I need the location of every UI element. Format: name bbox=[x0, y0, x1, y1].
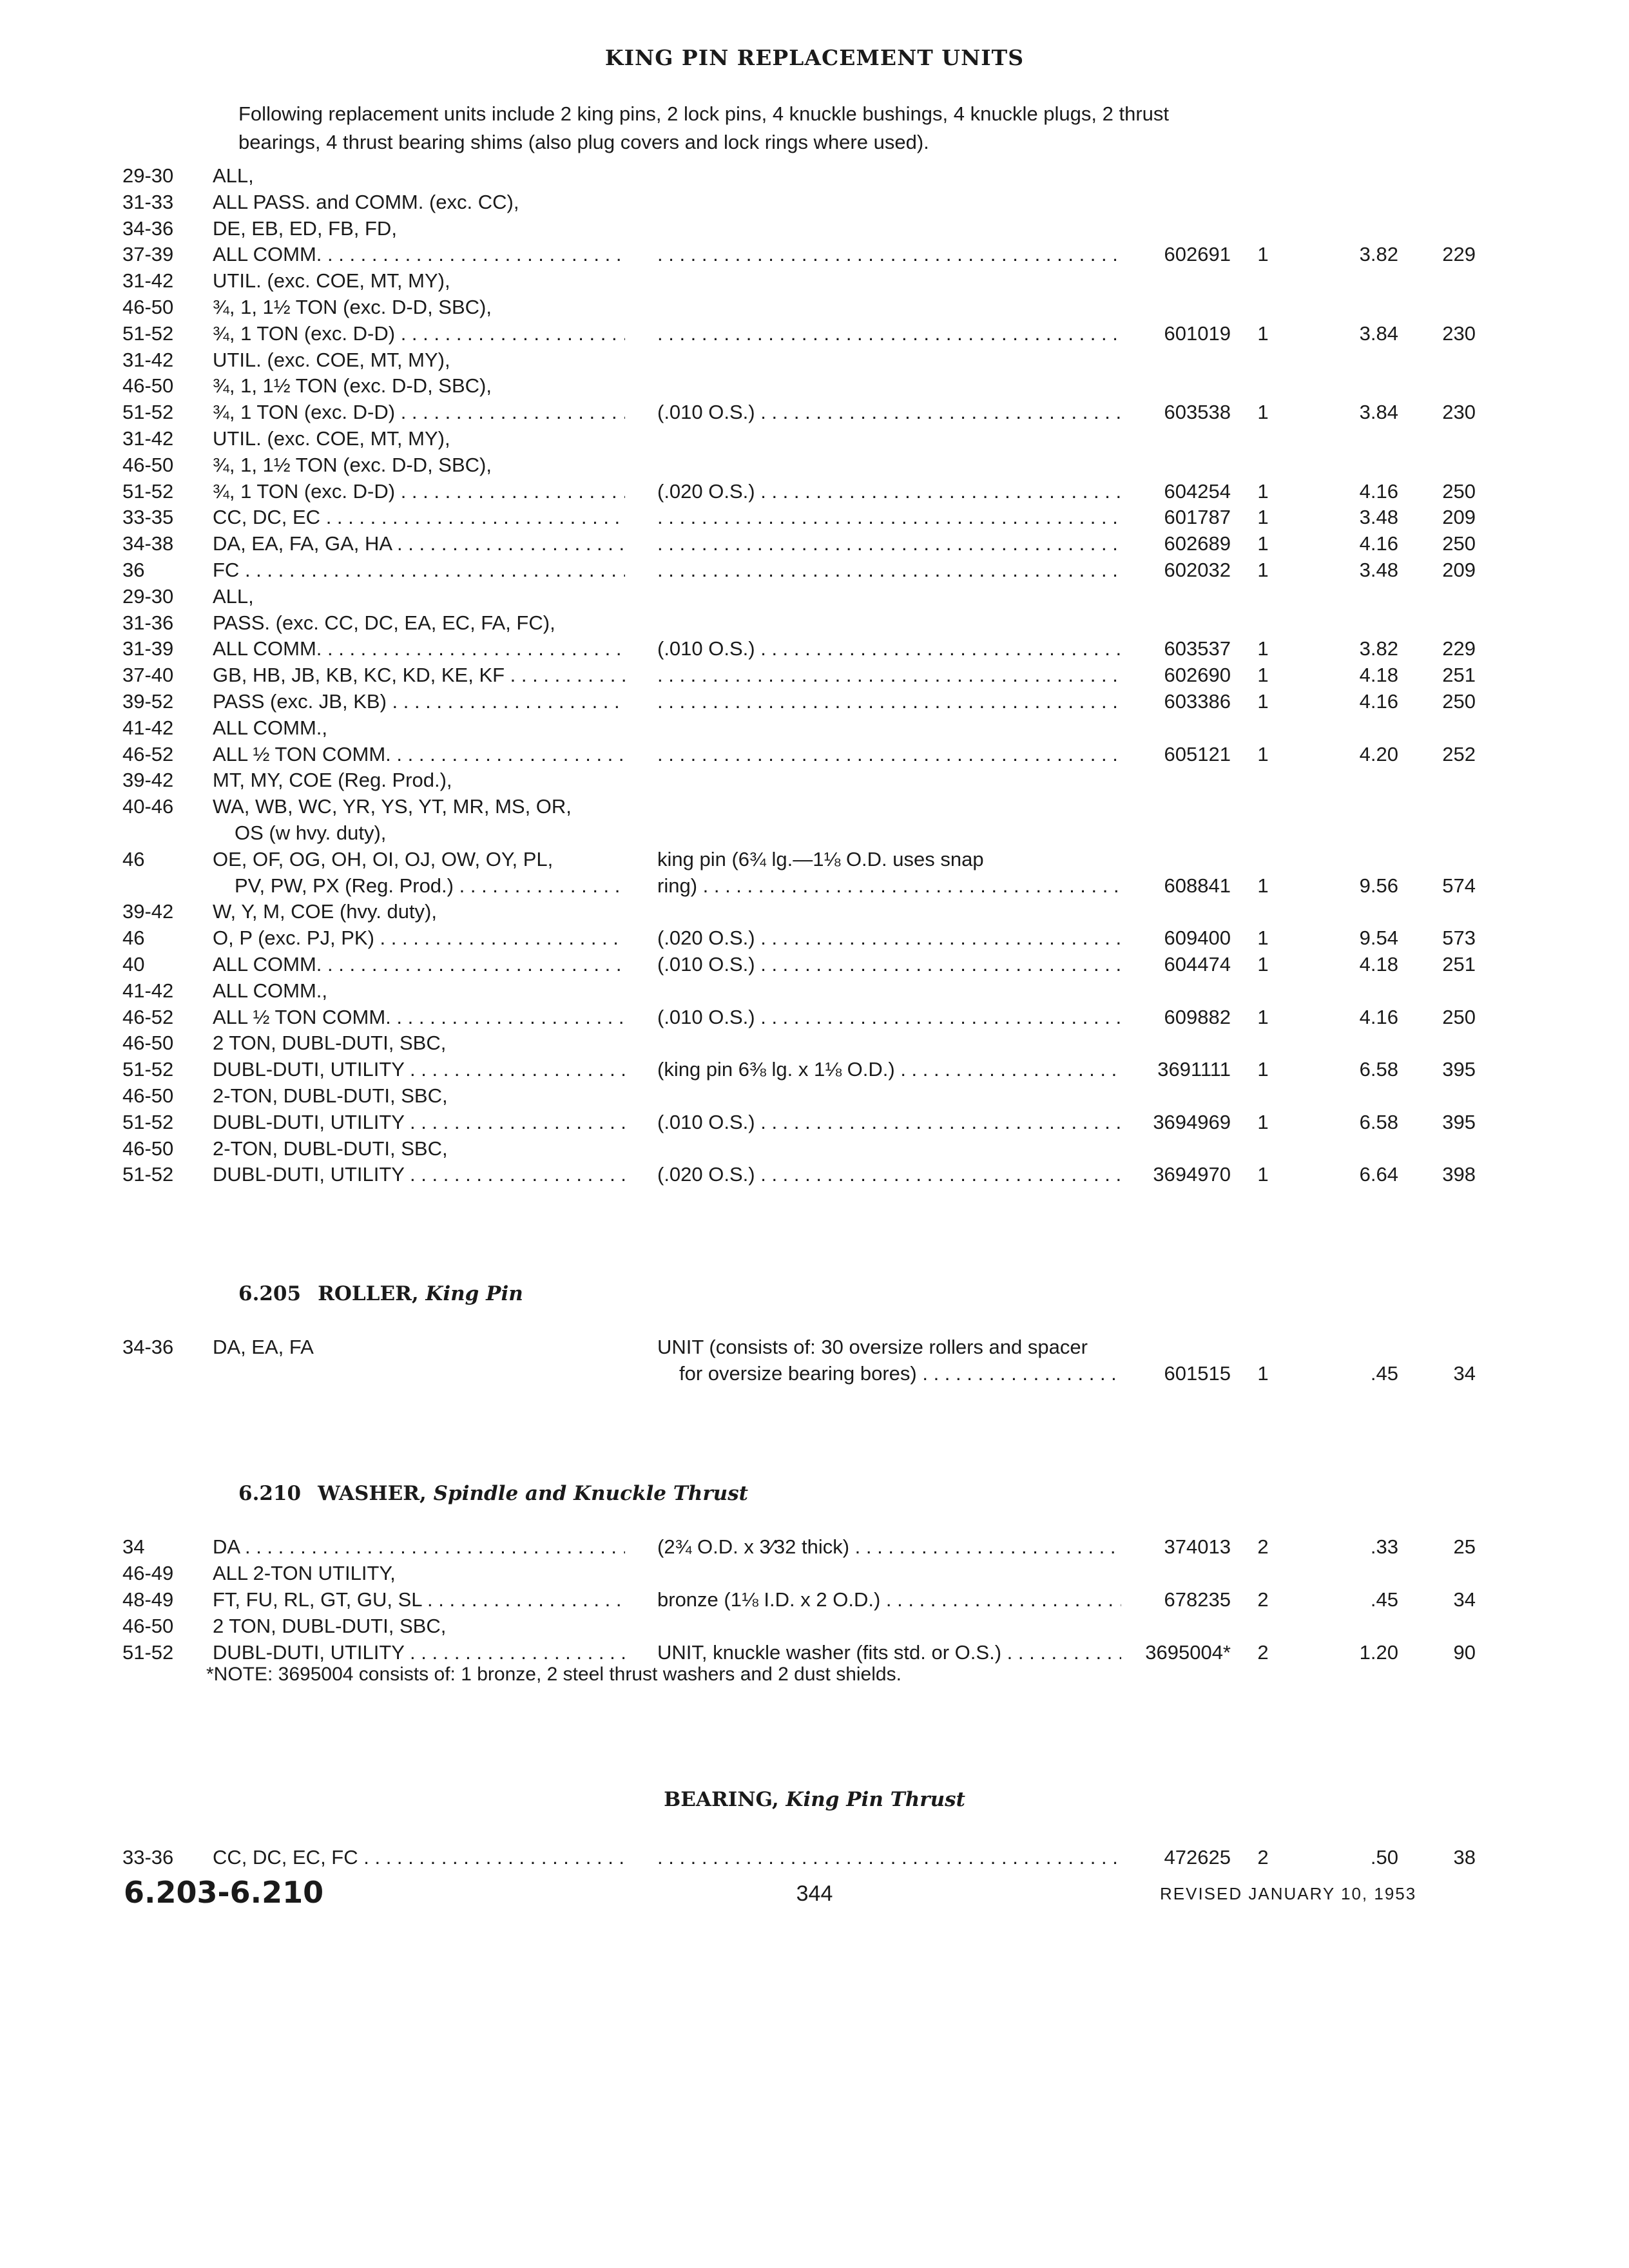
year-cell: 31-42 bbox=[122, 269, 174, 293]
quantity-cell: 1 bbox=[1257, 506, 1269, 529]
table-row bbox=[0, 162, 1629, 189]
code-cell: 395 bbox=[1442, 1058, 1476, 1081]
price-cell: 3.48 bbox=[1359, 559, 1398, 581]
price-cell: 6.58 bbox=[1359, 1110, 1398, 1133]
quantity-cell: 1 bbox=[1257, 1163, 1269, 1186]
description-cell: (.020 O.S.) . . . bbox=[657, 925, 1121, 951]
part-number-cell: 3694969 bbox=[1153, 1110, 1231, 1133]
model-cell: ALL COMM., bbox=[213, 716, 327, 739]
table-row bbox=[0, 399, 1629, 425]
description-cell: UNIT (consists of: 30 oversize rollers and spacer bbox=[657, 1336, 1088, 1358]
year-cell: 36 bbox=[122, 559, 145, 581]
section-title: BEARING, bbox=[664, 1788, 779, 1811]
part-number-cell: 374013 bbox=[1164, 1535, 1231, 1558]
table-row bbox=[0, 1135, 1629, 1162]
table-row bbox=[0, 610, 1629, 636]
table-row bbox=[0, 688, 1629, 715]
code-cell: 90 bbox=[1453, 1641, 1476, 1664]
model-cell: ALL ½ TON COMM. . . . bbox=[213, 741, 625, 767]
model-cell: ALL PASS. and COMM. (exc. CC), bbox=[213, 190, 519, 213]
table-row bbox=[0, 1533, 1629, 1560]
year-cell: 46-50 bbox=[122, 453, 174, 476]
year-cell: 37-40 bbox=[122, 664, 174, 687]
description-cell: (2¾ O.D. x 3⁄32 thick) . . . bbox=[657, 1533, 1121, 1560]
table-row bbox=[0, 793, 1629, 820]
table-row bbox=[0, 1056, 1629, 1082]
part-number-cell: 605121 bbox=[1164, 742, 1231, 765]
table-row bbox=[0, 425, 1629, 452]
year-cell: 51-52 bbox=[122, 401, 174, 424]
table-row bbox=[0, 452, 1629, 478]
table-row bbox=[0, 872, 1629, 899]
quantity-cell: 1 bbox=[1257, 479, 1269, 503]
year-cell: 46 bbox=[122, 847, 145, 870]
table-row bbox=[0, 1082, 1629, 1109]
quantity-cell: 1 bbox=[1257, 664, 1269, 687]
code-cell: 574 bbox=[1442, 874, 1476, 897]
part-number-cell: 609400 bbox=[1164, 927, 1231, 950]
year-cell: 39-42 bbox=[122, 900, 174, 923]
price-cell: 4.16 bbox=[1359, 479, 1398, 503]
description-cell bbox=[657, 320, 1121, 347]
table-row bbox=[0, 1161, 1629, 1187]
footer-revised-date: REVISED JANUARY 10, 1953 bbox=[1160, 1884, 1417, 1903]
price-cell: 1.20 bbox=[1359, 1641, 1398, 1664]
model-cell: DUBL-DUTI, UTILITY . . . bbox=[213, 1161, 625, 1187]
quantity-cell: 1 bbox=[1257, 322, 1269, 345]
code-cell: 251 bbox=[1442, 953, 1476, 975]
quantity-cell: 1 bbox=[1257, 927, 1269, 950]
quantity-cell: 1 bbox=[1257, 559, 1269, 581]
model-cell: ALL 2-TON UTILITY, bbox=[213, 1562, 396, 1584]
price-cell: .45 bbox=[1370, 1362, 1398, 1385]
code-cell: 34 bbox=[1453, 1362, 1476, 1385]
year-cell: 39-52 bbox=[122, 690, 174, 713]
part-number-cell: 601019 bbox=[1164, 322, 1231, 345]
quantity-cell: 1 bbox=[1257, 690, 1269, 713]
model-cell: O, P (exc. PJ, PK) . . . bbox=[213, 925, 625, 951]
description-cell: (.020 O.S.) . . . bbox=[657, 478, 1121, 505]
table-row bbox=[0, 241, 1629, 267]
code-cell: 209 bbox=[1442, 559, 1476, 581]
code-cell: 209 bbox=[1442, 506, 1476, 529]
table-row bbox=[0, 557, 1629, 583]
description-cell: for oversize bearing bores) . . . bbox=[657, 1360, 1121, 1387]
model-cell: ¾, 1 TON (exc. D-D) . . . bbox=[213, 320, 625, 347]
intro-paragraph: Following replacement units include 2 king pins, 2 lock pins, 4 knuckle bushings, 4 knuckle plugs, 2 thrust bearings, 4 thrust bearing shims (also plug covers and lock rings where used). bbox=[238, 102, 1170, 153]
table-row bbox=[0, 741, 1629, 767]
year-cell: 34-36 bbox=[122, 216, 174, 240]
table-row bbox=[0, 977, 1629, 1004]
table-row bbox=[0, 715, 1629, 741]
price-cell: .33 bbox=[1370, 1535, 1398, 1558]
section-title: WASHER, bbox=[318, 1482, 427, 1505]
code-cell: 25 bbox=[1453, 1535, 1476, 1558]
model-cell: ALL COMM. . . . bbox=[213, 241, 625, 267]
model-cell: PASS. (exc. CC, DC, EA, EC, FA, FC), bbox=[213, 611, 555, 634]
code-cell: 230 bbox=[1442, 401, 1476, 424]
table-row bbox=[0, 583, 1629, 610]
model-cell: OE, OF, OG, OH, OI, OJ, OW, OY, PL, bbox=[213, 847, 554, 870]
year-cell: 51-52 bbox=[122, 322, 174, 345]
year-cell: 31-33 bbox=[122, 190, 174, 213]
quantity-cell: 1 bbox=[1257, 742, 1269, 765]
code-cell: 395 bbox=[1442, 1110, 1476, 1133]
model-cell: DA, EA, FA bbox=[213, 1336, 314, 1358]
model-cell: ALL COMM. . . . bbox=[213, 635, 625, 662]
description-cell: ring) . . . bbox=[657, 872, 1121, 899]
table-row bbox=[0, 951, 1629, 977]
table-row bbox=[0, 1360, 1629, 1387]
year-cell: 34-38 bbox=[122, 532, 174, 555]
code-cell: 230 bbox=[1442, 322, 1476, 345]
description-cell: (.010 O.S.) . . . bbox=[657, 1004, 1121, 1030]
table-row bbox=[0, 1334, 1629, 1360]
page-title: KING PIN REPLACEMENT UNITS bbox=[604, 45, 1025, 70]
price-cell: 9.56 bbox=[1359, 874, 1398, 897]
section-heading-roller bbox=[238, 1282, 523, 1305]
table-row bbox=[0, 898, 1629, 925]
quantity-cell: 1 bbox=[1257, 874, 1269, 897]
part-number-cell: 604474 bbox=[1164, 953, 1231, 975]
code-cell: 229 bbox=[1442, 637, 1476, 660]
description-cell bbox=[657, 530, 1121, 557]
year-cell: 40 bbox=[122, 953, 145, 975]
model-cell: ALL, bbox=[213, 584, 254, 608]
table-row bbox=[0, 294, 1629, 320]
code-cell: 250 bbox=[1442, 1005, 1476, 1028]
quantity-cell: 2 bbox=[1257, 1535, 1269, 1558]
quantity-cell: 2 bbox=[1257, 1588, 1269, 1611]
part-number-cell: 603537 bbox=[1164, 637, 1231, 660]
model-cell: ¾, 1, 1½ TON (exc. D-D, SBC), bbox=[213, 296, 492, 318]
model-cell: ALL, bbox=[213, 164, 254, 187]
year-cell: 51-52 bbox=[122, 1058, 174, 1081]
code-cell: 573 bbox=[1442, 927, 1476, 950]
model-cell: 2 TON, DUBL-DUTI, SBC, bbox=[213, 1615, 447, 1637]
table-row bbox=[0, 1844, 1629, 1870]
model-cell: GB, HB, JB, KB, KC, KD, KE, KF . . . bbox=[213, 662, 625, 688]
model-cell: DUBL-DUTI, UTILITY . . . bbox=[213, 1056, 625, 1082]
description-cell bbox=[657, 557, 1121, 583]
year-cell: 41-42 bbox=[122, 716, 174, 739]
code-cell: 251 bbox=[1442, 664, 1476, 687]
year-cell: 51-52 bbox=[122, 479, 174, 503]
footer-section-range: 6.203-6.210 bbox=[124, 1875, 324, 1910]
model-cell: DA . . . bbox=[213, 1533, 625, 1560]
price-cell: 4.16 bbox=[1359, 690, 1398, 713]
part-number-cell: 609882 bbox=[1164, 1005, 1231, 1028]
model-cell: 2-TON, DUBL-DUTI, SBC, bbox=[213, 1084, 448, 1107]
model-cell: ALL COMM., bbox=[213, 979, 327, 1002]
part-number-cell: 472625 bbox=[1164, 1846, 1231, 1869]
table-row bbox=[0, 635, 1629, 662]
model-cell: PASS (exc. JB, KB) . . . bbox=[213, 688, 625, 715]
part-number-cell: 608841 bbox=[1164, 874, 1231, 897]
description-cell: (.020 O.S.) . . . bbox=[657, 1161, 1121, 1187]
table-row bbox=[0, 267, 1629, 294]
model-cell: WA, WB, WC, YR, YS, YT, MR, MS, OR, bbox=[213, 795, 572, 818]
price-cell: .50 bbox=[1370, 1846, 1398, 1869]
section-subtitle: King Pin Thrust bbox=[786, 1788, 965, 1811]
section-subtitle: King Pin bbox=[425, 1282, 523, 1305]
year-cell: 34-36 bbox=[122, 1336, 174, 1358]
table-row bbox=[0, 1030, 1629, 1056]
table-row bbox=[0, 925, 1629, 951]
code-cell: 34 bbox=[1453, 1588, 1476, 1611]
description-cell bbox=[657, 688, 1121, 715]
table-row bbox=[0, 372, 1629, 399]
price-cell: 4.20 bbox=[1359, 742, 1398, 765]
year-cell: 46 bbox=[122, 927, 145, 950]
section-number: 6.205 bbox=[238, 1282, 302, 1305]
year-cell: 46-50 bbox=[122, 296, 174, 318]
price-cell: 6.64 bbox=[1359, 1163, 1398, 1186]
model-cell: UTIL. (exc. COE, MT, MY), bbox=[213, 269, 450, 293]
model-cell: 2-TON, DUBL-DUTI, SBC, bbox=[213, 1137, 448, 1160]
footer-page-number: 344 bbox=[796, 1881, 833, 1906]
model-cell: DE, EB, ED, FB, FD, bbox=[213, 216, 397, 240]
description-cell bbox=[657, 504, 1121, 530]
part-number-cell: 604254 bbox=[1164, 479, 1231, 503]
model-cell: PV, PW, PX (Reg. Prod.) . . . bbox=[213, 872, 625, 899]
description-cell: bronze (1⅛ I.D. x 2 O.D.) . . . bbox=[657, 1586, 1121, 1613]
model-cell: DUBL-DUTI, UTILITY . . . bbox=[213, 1639, 625, 1666]
table-row bbox=[0, 1639, 1629, 1666]
description-cell: (king pin 6⅜ lg. x 1⅛ O.D.) . . . bbox=[657, 1056, 1121, 1082]
code-cell: 250 bbox=[1442, 690, 1476, 713]
section-subtitle: Spindle and Knuckle Thrust bbox=[433, 1482, 748, 1505]
description-cell: (.010 O.S.) . . . bbox=[657, 399, 1121, 425]
model-cell: UTIL. (exc. COE, MT, MY), bbox=[213, 427, 450, 450]
part-number-cell: 3695004* bbox=[1145, 1641, 1231, 1664]
description-cell: (.010 O.S.) . . . bbox=[657, 951, 1121, 977]
table-row bbox=[0, 478, 1629, 505]
model-cell: UTIL. (exc. COE, MT, MY), bbox=[213, 348, 450, 371]
year-cell: 29-30 bbox=[122, 164, 174, 187]
year-cell: 51-52 bbox=[122, 1110, 174, 1133]
year-cell: 33-35 bbox=[122, 506, 174, 529]
part-number-cell: 601787 bbox=[1164, 506, 1231, 529]
price-cell: 3.48 bbox=[1359, 506, 1398, 529]
year-cell: 34 bbox=[122, 1535, 145, 1558]
price-cell: 9.54 bbox=[1359, 927, 1398, 950]
price-cell: 3.84 bbox=[1359, 322, 1398, 345]
price-cell: 4.18 bbox=[1359, 953, 1398, 975]
model-cell: 2 TON, DUBL-DUTI, SBC, bbox=[213, 1032, 447, 1055]
quantity-cell: 1 bbox=[1257, 243, 1269, 266]
year-cell: 39-42 bbox=[122, 769, 174, 792]
description-cell bbox=[657, 241, 1121, 267]
part-number-cell: 601515 bbox=[1164, 1362, 1231, 1385]
quantity-cell: 1 bbox=[1257, 953, 1269, 975]
section-number: 6.210 bbox=[238, 1482, 302, 1505]
table-row bbox=[0, 1613, 1629, 1639]
model-cell: DA, EA, FA, GA, HA . . . bbox=[213, 530, 625, 557]
year-cell: 46-50 bbox=[122, 1032, 174, 1055]
year-cell: 33-36 bbox=[122, 1846, 174, 1869]
year-cell: 46-50 bbox=[122, 1084, 174, 1107]
table-row bbox=[0, 767, 1629, 793]
model-cell: ALL COMM. . . . bbox=[213, 951, 625, 977]
year-cell: 51-52 bbox=[122, 1163, 174, 1186]
table-row bbox=[0, 820, 1629, 846]
model-cell: FC . . . bbox=[213, 557, 625, 583]
table-row bbox=[0, 1586, 1629, 1613]
table-row bbox=[0, 530, 1629, 557]
quantity-cell: 1 bbox=[1257, 1005, 1269, 1028]
part-number-cell: 602690 bbox=[1164, 664, 1231, 687]
price-cell: 4.18 bbox=[1359, 664, 1398, 687]
part-number-cell: 678235 bbox=[1164, 1588, 1231, 1611]
year-cell: 37-39 bbox=[122, 243, 174, 266]
code-cell: 250 bbox=[1442, 532, 1476, 555]
price-cell: 3.82 bbox=[1359, 637, 1398, 660]
price-cell: 6.58 bbox=[1359, 1058, 1398, 1081]
part-number-cell: 603386 bbox=[1164, 690, 1231, 713]
description-cell bbox=[657, 662, 1121, 688]
table-row bbox=[0, 1560, 1629, 1586]
description-cell: (.010 O.S.) . . . bbox=[657, 1109, 1121, 1135]
table-row bbox=[0, 347, 1629, 373]
model-cell: DUBL-DUTI, UTILITY . . . bbox=[213, 1109, 625, 1135]
part-number-cell: 3691111 bbox=[1157, 1058, 1231, 1081]
year-cell: 31-39 bbox=[122, 637, 174, 660]
price-cell: 3.82 bbox=[1359, 243, 1398, 266]
table-row bbox=[0, 320, 1629, 347]
table-row bbox=[0, 215, 1629, 242]
part-number-cell: 3694970 bbox=[1153, 1163, 1231, 1186]
year-cell: 31-42 bbox=[122, 427, 174, 450]
quantity-cell: 2 bbox=[1257, 1846, 1269, 1869]
model-cell: ¾, 1 TON (exc. D-D) . . . bbox=[213, 399, 625, 425]
part-number-cell: 602689 bbox=[1164, 532, 1231, 555]
table-row bbox=[0, 1109, 1629, 1135]
section-heading-washer bbox=[238, 1482, 748, 1505]
model-cell: W, Y, M, COE (hvy. duty), bbox=[213, 900, 437, 923]
year-cell: 46-52 bbox=[122, 1005, 174, 1028]
year-cell: 48-49 bbox=[122, 1588, 174, 1611]
table-row bbox=[0, 1004, 1629, 1030]
quantity-cell: 1 bbox=[1257, 637, 1269, 660]
table-row bbox=[0, 846, 1629, 872]
code-cell: 38 bbox=[1453, 1846, 1476, 1869]
table-row bbox=[0, 504, 1629, 530]
description-cell bbox=[657, 741, 1121, 767]
year-cell: 46-50 bbox=[122, 1137, 174, 1160]
section-title: ROLLER, bbox=[318, 1282, 419, 1305]
part-number-cell: 602032 bbox=[1164, 559, 1231, 581]
quantity-cell: 1 bbox=[1257, 1058, 1269, 1081]
part-number-cell: 603538 bbox=[1164, 401, 1231, 424]
part-number-cell: 602691 bbox=[1164, 243, 1231, 266]
price-cell: 4.16 bbox=[1359, 1005, 1398, 1028]
model-cell: OS (w hvy. duty), bbox=[235, 822, 387, 844]
code-cell: 229 bbox=[1442, 243, 1476, 266]
table-row bbox=[0, 662, 1629, 688]
washer-note: *NOTE: 3695004 consists of: 1 bronze, 2 steel thrust washers and 2 dust shields. bbox=[206, 1664, 901, 1685]
code-cell: 398 bbox=[1442, 1163, 1476, 1186]
year-cell: 31-36 bbox=[122, 611, 174, 634]
year-cell: 46-50 bbox=[122, 1615, 174, 1637]
description-cell: king pin (6¾ lg.—1⅛ O.D. uses snap bbox=[657, 847, 984, 870]
table-row bbox=[0, 189, 1629, 215]
year-cell: 51-52 bbox=[122, 1641, 174, 1664]
year-cell: 46-50 bbox=[122, 374, 174, 398]
model-cell: ¾, 1 TON (exc. D-D) . . . bbox=[213, 478, 625, 505]
model-cell: ALL ½ TON COMM. . . . bbox=[213, 1004, 625, 1030]
model-cell: FT, FU, RL, GT, GU, SL . . . bbox=[213, 1586, 625, 1613]
description-cell: (.010 O.S.) . . . bbox=[657, 635, 1121, 662]
year-cell: 40-46 bbox=[122, 795, 174, 818]
model-cell: MT, MY, COE (Reg. Prod.), bbox=[213, 769, 452, 792]
year-cell: 31-42 bbox=[122, 348, 174, 371]
year-cell: 46-49 bbox=[122, 1562, 174, 1584]
quantity-cell: 1 bbox=[1257, 532, 1269, 555]
code-cell: 250 bbox=[1442, 479, 1476, 503]
model-cell: CC, DC, EC . . . bbox=[213, 504, 625, 530]
price-cell: 4.16 bbox=[1359, 532, 1398, 555]
model-cell: ¾, 1, 1½ TON (exc. D-D, SBC), bbox=[213, 374, 492, 398]
quantity-cell: 1 bbox=[1257, 1110, 1269, 1133]
description-cell bbox=[657, 1844, 1121, 1870]
model-cell: CC, DC, EC, FC . . . bbox=[213, 1844, 625, 1870]
code-cell: 252 bbox=[1442, 742, 1476, 765]
price-cell: .45 bbox=[1370, 1588, 1398, 1611]
quantity-cell: 1 bbox=[1257, 1362, 1269, 1385]
price-cell: 3.84 bbox=[1359, 401, 1398, 424]
section-heading-bearing bbox=[0, 1788, 1629, 1811]
model-cell: ¾, 1, 1½ TON (exc. D-D, SBC), bbox=[213, 453, 492, 476]
year-cell: 29-30 bbox=[122, 584, 174, 608]
year-cell: 46-52 bbox=[122, 742, 174, 765]
quantity-cell: 1 bbox=[1257, 401, 1269, 424]
description-cell: UNIT, knuckle washer (fits std. or O.S.) . . . bbox=[657, 1639, 1121, 1666]
year-cell: 41-42 bbox=[122, 979, 174, 1002]
quantity-cell: 2 bbox=[1257, 1641, 1269, 1664]
